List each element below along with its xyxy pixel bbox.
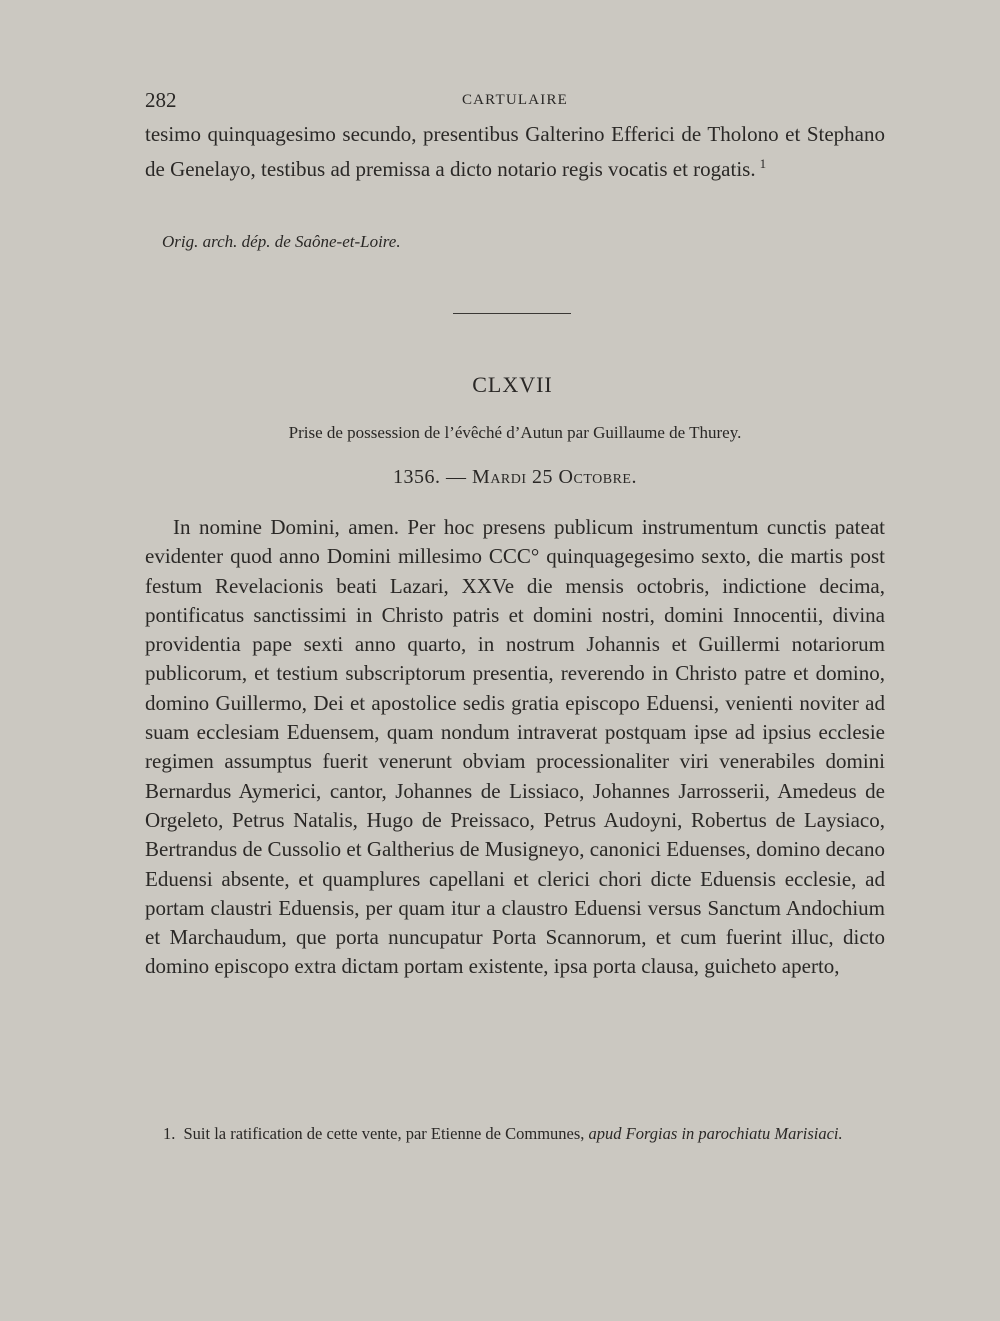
continuation-paragraph xyxy=(145,120,885,184)
footnote-italic-text: apud Forgias in parochiatu Marisiaci. xyxy=(588,1124,843,1143)
running-head: CARTULAIRE xyxy=(461,92,569,108)
footnote-text: Suit la ratification de cette vente, par Etienne de Communes, xyxy=(183,1124,585,1143)
footnote xyxy=(145,1123,885,1145)
footnote-number: 1. xyxy=(163,1124,176,1143)
document-body: In nomine Domini, amen. Per hoc presens publicum instrumentum cunctis pateat evidenter quod anno Domini millesimo CCC° quinquagegesimo sexto, die martis post festum Revelacionis beati Lazari, XXVe die mensis octobris, indictione decima, pontificatus sanctissimi in Christo patris et domini nostri, domini Innocentii, divina providentia pape sexti anno quarto, in nostrum Johannis et Guillermi notariorum publicorum, et testium subscriptorum presentia, reverendo in Christo patre et domino, domino Guillermo, Dei et apostolice sedis gratia episcopo Eduensi, venienti noviter ad suam ecclesiam Eduensem, quam nondum intraverat postquam ipse ad ipsius ecclesie regimen assumptus fuerit venerunt obviam processionaliter viri venerabiles domini Bernardus Aymerici, cantor, Johannes de Lissiaco, Johannes Jarrosserii, Amedeus de Orgeleto, Petrus Natalis, Hugo de Preissaco, Petrus Audoyni, Robertus de Laysiaco, Bertrandus de Cussolio et Galtherius de Musigneyo, canonici Eduenses, domino decano Eduensi absente, et quamplures capellani et clerici chori dicte Eduensis ecclesie, ad portam claustri Eduensis, per quam itur a claustro Eduensi versus Sanctum Andochium et Marchaudum, que porta nuncupatur Porta Scannorum, et cum fuerint illuc, dicto domino episcopo extra dictam portam existente, ipsa porta clausa, guicheto aperto, xyxy=(145,515,885,979)
section-divider xyxy=(453,313,571,314)
document-date xyxy=(145,466,885,489)
document-title: Prise de possession de l’évêché d’Autun par Guillaume de Thurey. xyxy=(288,423,742,442)
document-number: CLXVII xyxy=(472,372,553,397)
date-year: 1356. — xyxy=(393,466,467,488)
footnote-marker: 1 xyxy=(759,156,767,171)
source-citation: Orig. arch. dép. de Saône-et-Loire. xyxy=(162,232,401,251)
page-header xyxy=(145,88,885,118)
continuation-text: tesimo quinquagesimo secundo, presentibus Galterino Efferici de Tholono et Stephano de Genelayo, testibus ad premissa a dicto notario regis vocatis et rogatis. xyxy=(145,122,885,181)
page-number: 282 xyxy=(145,88,177,112)
date-day: Mardi 25 Octobre. xyxy=(472,466,637,488)
